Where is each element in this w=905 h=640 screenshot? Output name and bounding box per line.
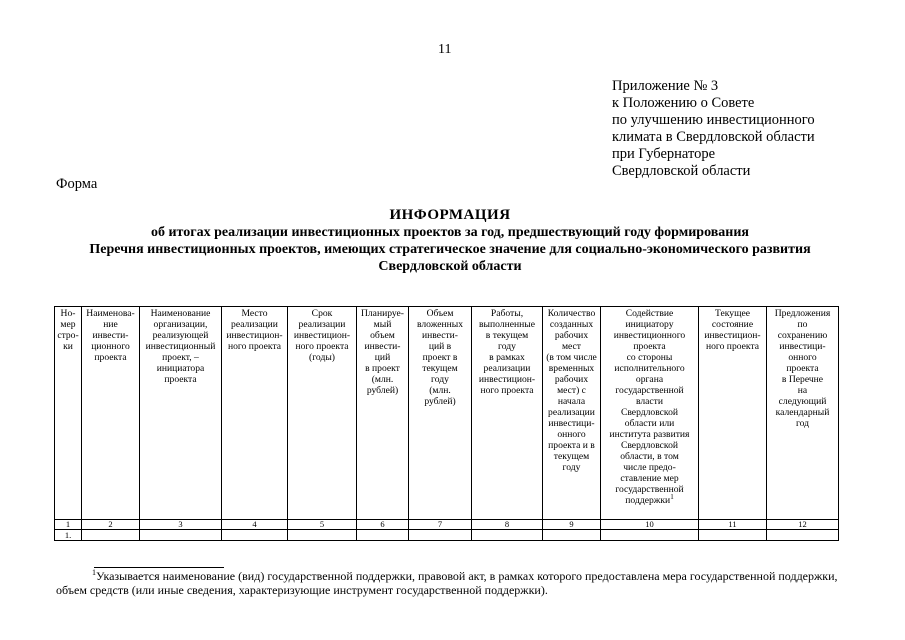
table-cell — [472, 530, 543, 541]
column-header — [767, 307, 839, 520]
column-number: 7 — [409, 520, 472, 530]
column-header-text: Место реализации инвестицион- ного проекта — [226, 308, 283, 352]
column-number: 11 — [699, 520, 767, 530]
table-cell — [543, 530, 601, 541]
column-header-text: Но- мер стро- ки — [57, 308, 79, 352]
column-number: 12 — [767, 520, 839, 530]
footnote-marker: 1 — [92, 568, 96, 577]
column-header-text: Количество созданных рабочих мест (в том числе временных рабочих мест) с начала реализации инвестици- онного проекта и в текущем году — [546, 308, 597, 473]
document-title — [40, 207, 860, 275]
table-cell — [767, 530, 839, 541]
appendix-line: к Положению о Совете — [612, 95, 755, 111]
table-cell — [409, 530, 472, 541]
column-header-text: Наименование организации, реализующей инвестиционный проект, – инициатора проекта — [145, 308, 216, 385]
column-header — [472, 307, 543, 520]
column-number: 2 — [82, 520, 140, 530]
column-number: 9 — [543, 520, 601, 530]
column-number: 3 — [140, 520, 222, 530]
form-label: Форма — [56, 176, 98, 192]
column-header-text: Работы, выполненные в текущем году в рамках реализации инвестицион- ного проекта — [478, 308, 536, 396]
column-header — [601, 307, 699, 520]
title-line: об итогах реализации инвестиционных проектов за год, предшествующий году формирования — [150, 225, 749, 240]
appendix-block — [612, 78, 815, 180]
page-number: 11 — [438, 42, 452, 57]
appendix-line: Приложение № 3 — [612, 78, 719, 94]
table-cell — [288, 530, 357, 541]
column-header — [82, 307, 140, 520]
footnote-separator — [94, 567, 224, 568]
column-number-row — [55, 520, 839, 530]
column-header-text: Срок реализации инвестицион- ного проекта (годы) — [293, 308, 351, 363]
column-header-text: Предложения по сохранению инвестици- онного проекта в Перечне на следующий календарный год — [774, 308, 831, 429]
column-number: 5 — [288, 520, 357, 530]
column-header — [55, 307, 82, 520]
table-cell: 1. — [55, 530, 82, 541]
title-line: Свердловской области — [378, 259, 522, 274]
column-header-text: Содействие инициатору инвестиционного проекта со стороны исполнительного органа государственной власти Свердловской области или института развития Свердловской области, в том числе предо- ставление мер государственной поддержки — [609, 308, 690, 506]
column-header — [222, 307, 288, 520]
column-header — [543, 307, 601, 520]
table-row — [55, 530, 839, 541]
column-number: 4 — [222, 520, 288, 530]
header-row — [55, 307, 839, 520]
footnote — [56, 569, 842, 597]
column-header-text: Наименова- ние инвести- ционного проекта — [86, 308, 135, 363]
column-number: 6 — [357, 520, 409, 530]
info-table — [54, 306, 839, 541]
column-header-text: Планируе- мый объем инвести- ций в проект (млн. рублей) — [360, 308, 405, 396]
column-header — [409, 307, 472, 520]
column-header — [140, 307, 222, 520]
column-number: 8 — [472, 520, 543, 530]
column-number: 10 — [601, 520, 699, 530]
footnote-text: Указывается наименование (вид) государственной поддержки, правовой акт, в рамках которого предоставлена мера государственной поддержки, объем средств (или иные сведения, характеризующие инструмент государственной поддержки). — [56, 569, 838, 597]
column-header — [357, 307, 409, 520]
table-cell — [82, 530, 140, 541]
table-cell — [222, 530, 288, 541]
appendix-line: по улучшению инвестиционного — [612, 112, 815, 128]
appendix-line: климата в Свердловской области — [612, 129, 815, 145]
column-header — [288, 307, 357, 520]
column-number: 1 — [55, 520, 82, 530]
column-header-text: Текущее состояние инвестицион- ного проекта — [704, 308, 761, 352]
appendix-line: Свердловской области — [612, 163, 751, 179]
column-header-text: Объем вложенных инвести- ций в проект в текущем году (млн. рублей) — [416, 308, 464, 407]
table-cell — [601, 530, 699, 541]
title-heading: ИНФОРМАЦИЯ — [389, 207, 511, 223]
table-cell — [357, 530, 409, 541]
table-cell — [140, 530, 222, 541]
column-header — [699, 307, 767, 520]
footnote-marker: 1 — [670, 492, 674, 501]
title-line: Перечня инвестиционных проектов, имеющих стратегическое значение для социально-экономического развития — [89, 242, 811, 257]
table-cell — [699, 530, 767, 541]
appendix-line: при Губернаторе — [612, 146, 716, 162]
